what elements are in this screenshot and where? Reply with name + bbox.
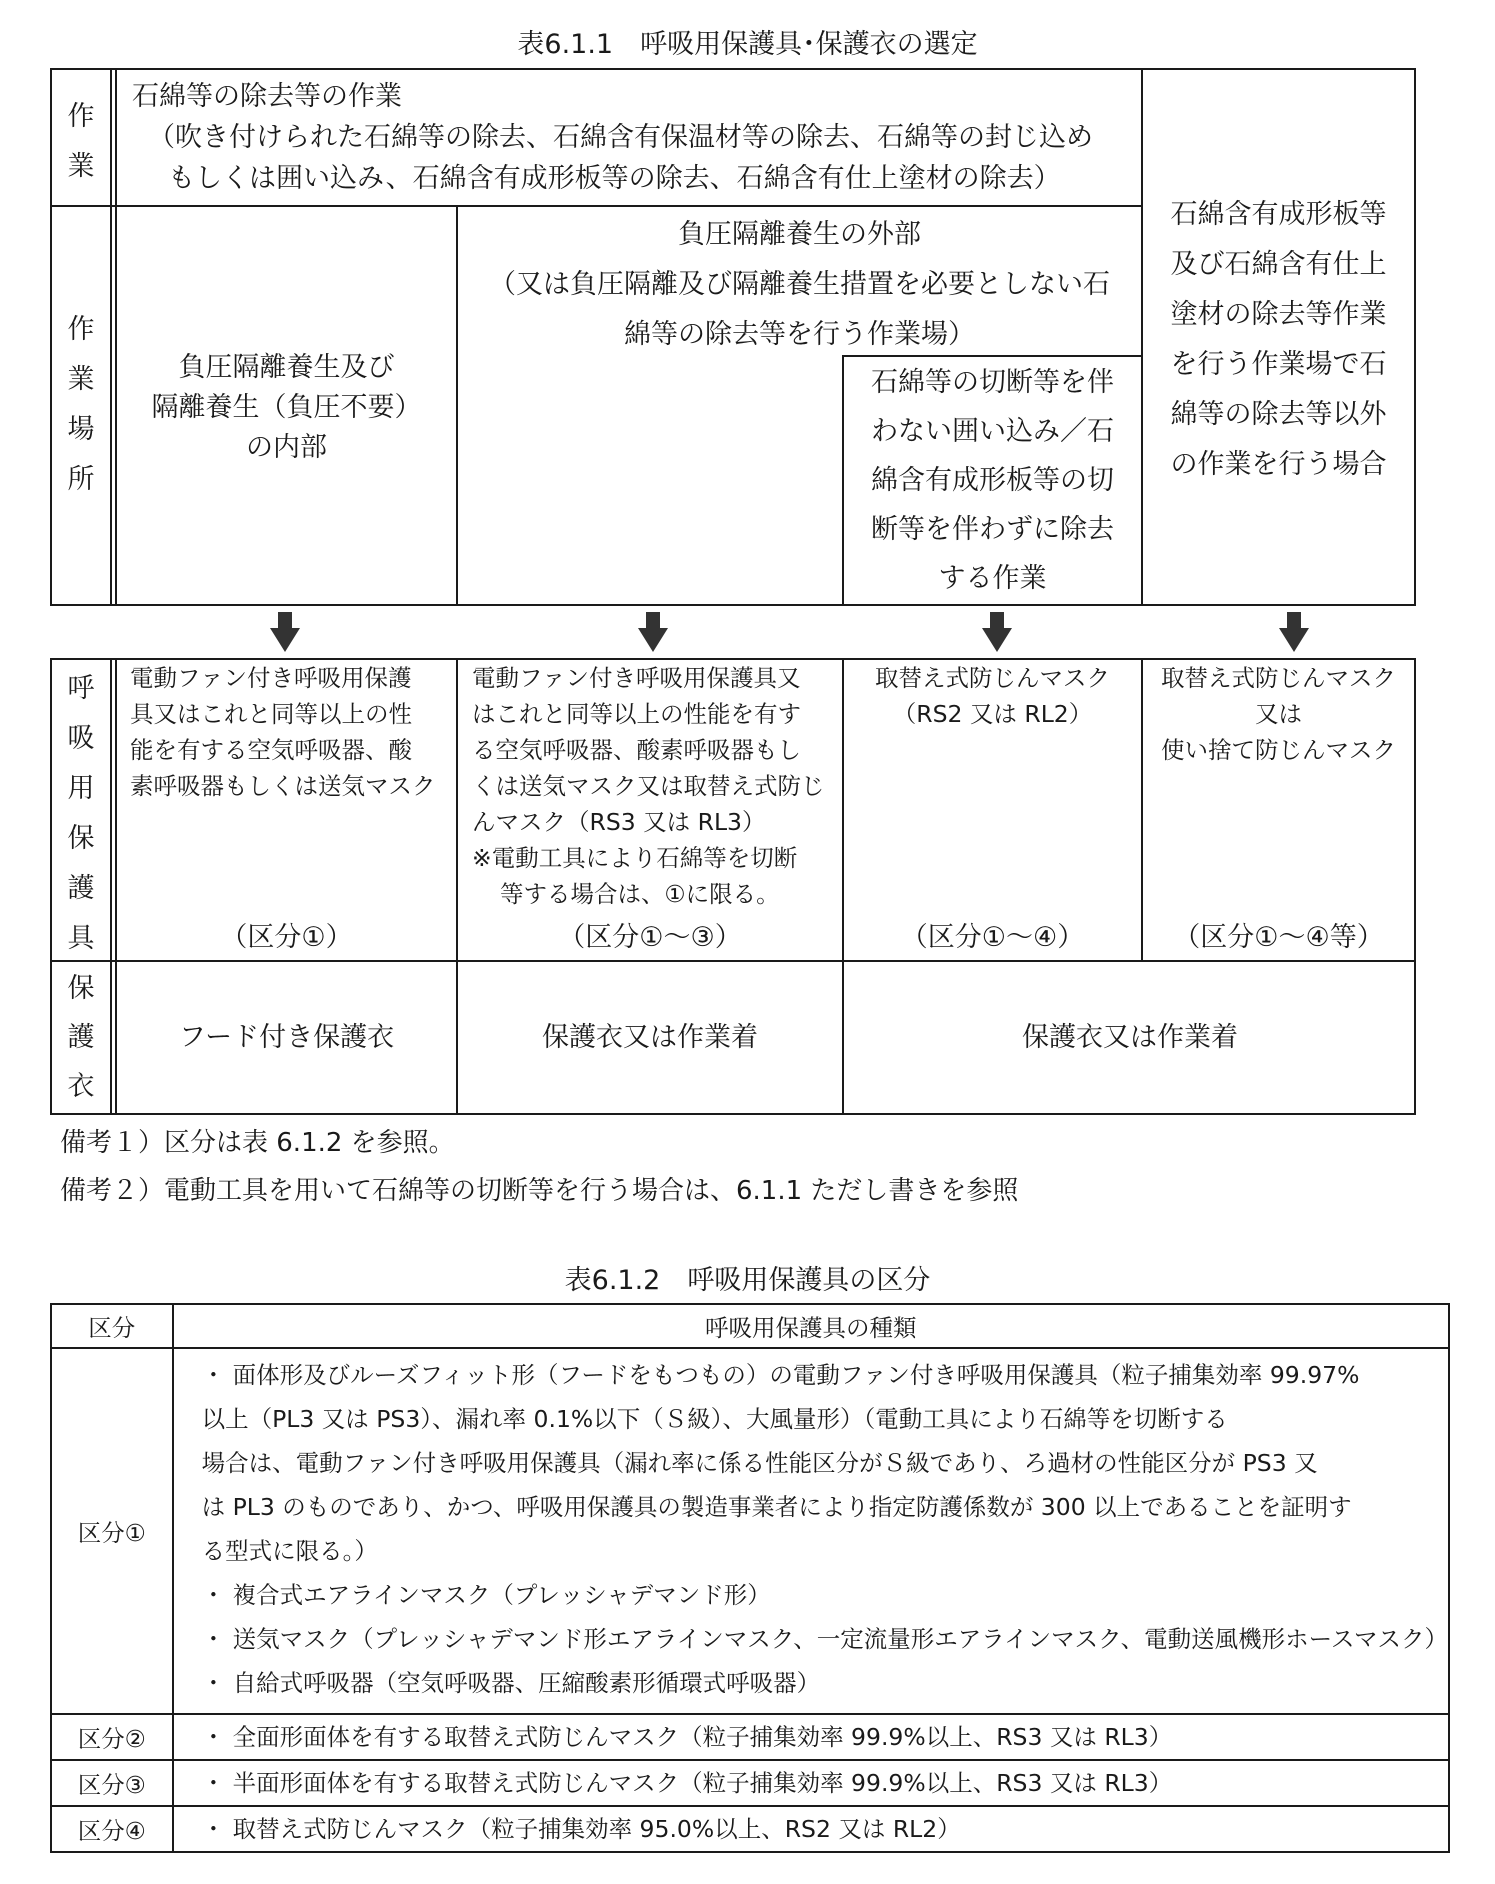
table2-row-key: 区分② [51, 1714, 173, 1760]
table2-row-content: ・ 面体形及びルーズフィット形（フードをもつもの）の電動ファン付き呼吸用保護具（粒子捕集効率 99.97% 以上（PL3 又は PS3）、漏れ率 0.1%以下（Ｓ級）、大風量形）（電動工具により石綿等を切断する 場合は、電動ファン付き呼吸用保護具（漏れ率に係る性能区分がＳ級であり、ろ過材の性能区分が PS3 又 は PL3 のものであり、かつ、呼吸用保護具の製造事業者により指定防護係数が 300 以上であることを証明す る型式に限る。） ・ 複合式エアラインマスク（プレッシャデマンド形） ・ 送気マスク（プレッシャデマンド形エアラインマスク、一定流量形エアラインマスク、電動送風機形ホースマスク） ・ 自給式呼吸器（空気呼吸器、圧縮酸素形循環式呼吸器） [173, 1348, 1449, 1714]
row-header-respirator: 呼 吸 用 保 護 具 [67, 673, 95, 954]
divider [115, 68, 117, 606]
clothing-col1: フード付き保護衣 [178, 1022, 395, 1053]
respirator-col1: 電動ファン付き呼吸用保護 具又はこれと同等以上の性 能を有する空気呼吸器、酸 素呼吸器もしくは送気マスク [130, 664, 436, 800]
table2-row-content: ・ 取替え式防じんマスク（粒子捕集効率 95.0%以上、RS2 又は RL2） [173, 1806, 1449, 1852]
down-arrow-icon [638, 612, 668, 652]
table2-header-class: 区分 [51, 1304, 173, 1348]
divider [110, 68, 112, 606]
respirator-col1-class: （区分①） [220, 922, 353, 953]
table2-header-type: 呼吸用保護具の種類 [173, 1304, 1449, 1348]
table2-row-key: 区分① [51, 1348, 173, 1714]
note-1: 備考１）区分は表 6.1.2 を参照。 [60, 1128, 455, 1158]
table2-row-key: 区分③ [51, 1760, 173, 1806]
row-header-clothing: 保 護 衣 [67, 973, 95, 1102]
down-arrow-icon [1279, 612, 1309, 652]
place-inside: 負圧隔離養生及び 隔離養生（負圧不要） の内部 [151, 352, 422, 463]
down-arrow-icon [982, 612, 1012, 652]
right-column-text: 石綿含有成形板等 及び石綿含有仕上 塗材の除去等作業 を行う作業場で石 綿等の除去等以外 の作業を行う場合 [1170, 199, 1387, 480]
respirator-col4-class: （区分①～④等） [1173, 922, 1384, 953]
clothing-col34: 保護衣又は作業着 [1022, 1022, 1238, 1053]
table2-title: 表6.1.2 呼吸用保護具の区分 [564, 1265, 931, 1296]
divider [50, 205, 1143, 207]
respirator-col2: 電動ファン付き呼吸用保護具又 はこれと同等以上の性能を有す る空気呼吸器、酸素呼吸器もし くは送気マスク又は取替え式防じ んマスク（RS3 又は RL3） ※電動工具により石綿等を切断 等する場合は、①に限る。 [472, 664, 825, 908]
respirator-col3: 取替え式防じんマスク （RS2 又は RL2） [875, 664, 1110, 728]
work-description: 石綿等の除去等の作業 （吹き付けられた石綿等の除去、石綿含有保温材等の除去、石綿等の封じ込め もしくは囲い込み、石綿含有成形板等の除去、石綿含有仕上塗材の除去） [132, 81, 1093, 194]
table1-title: 表6.1.1 呼吸用保護具･保護衣の選定 [517, 29, 978, 60]
divider [110, 658, 112, 1115]
clothing-col2: 保護衣又は作業着 [542, 1022, 758, 1053]
note-2: 備考２）電動工具を用いて石綿等の切断等を行う場合は、6.1.1 ただし書きを参照 [60, 1176, 1019, 1206]
respirator-col3-class: （区分①～④） [900, 922, 1085, 953]
table2-row-key: 区分④ [51, 1806, 173, 1852]
place-outside: 負圧隔離養生の外部 （又は負圧隔離及び隔離養生措置を必要としない石 綿等の除去等を行う作業場） [489, 219, 1110, 350]
place-enclosure: 石綿等の切断等を伴 わない囲い込み／石 綿含有成形板等の切 断等を伴わずに除去 する作業 [871, 367, 1114, 594]
table2-row-content: ・ 全面形面体を有する取替え式防じんマスク（粒子捕集効率 99.9%以上、RS3 又は RL3） [173, 1714, 1449, 1760]
respirator-col2-class: （区分①～③） [558, 922, 742, 953]
row-header-place: 作 業 場 所 [67, 314, 95, 495]
respirator-col4: 取替え式防じんマスク 又は 使い捨て防じんマスク [1161, 664, 1396, 764]
table2-row-content: ・ 半面形面体を有する取替え式防じんマスク（粒子捕集効率 99.9%以上、RS3 又は RL3） [173, 1760, 1449, 1806]
down-arrow-icon [270, 612, 300, 652]
row-header-work: 作 業 [67, 101, 95, 182]
table2 [50, 1303, 1450, 1853]
